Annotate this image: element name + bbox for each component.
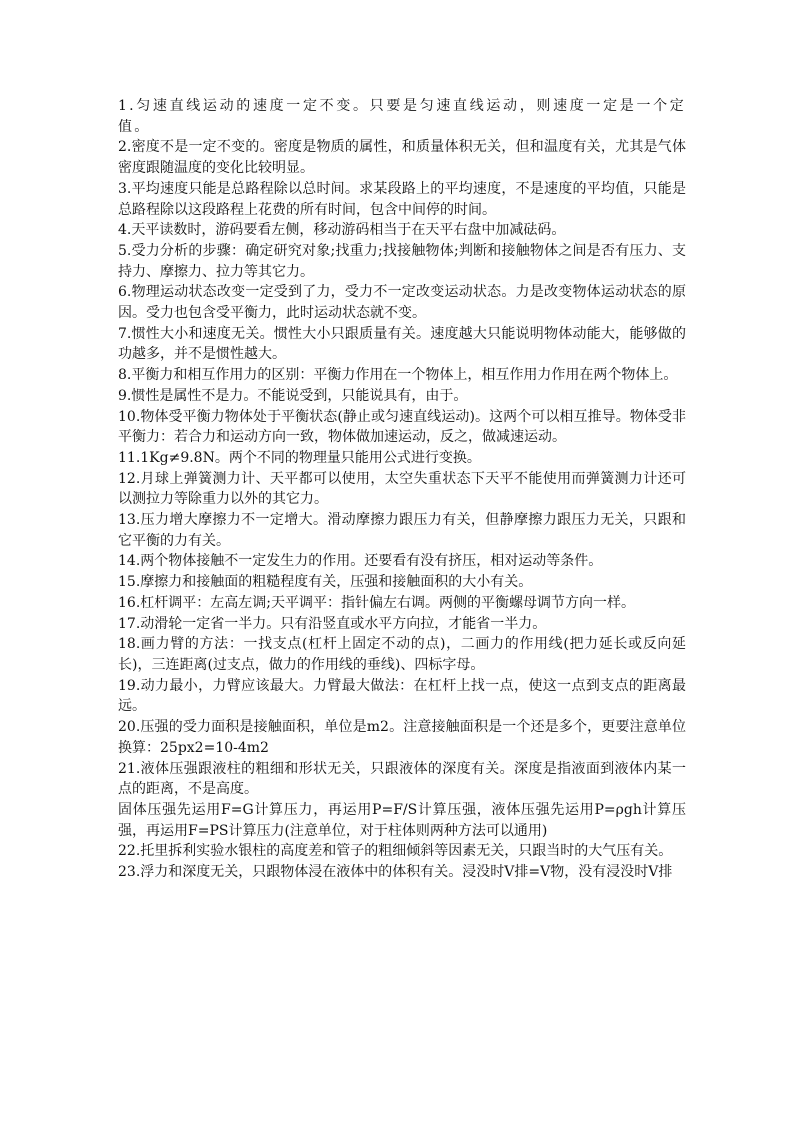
paragraph-13: 13.压力增大摩擦力不一定增大。滑动摩擦力跟压力有关，但静摩擦力跟压力无关，只跟和它平衡的力有关。 [118,512,686,549]
paragraph-15: 15.摩擦力和接触面的粗糙程度有关，压强和接触面积的大小有关。 [118,574,533,591]
paragraph-14: 14.两个物体接触不一定发生力的作用。还要看有没有挤压，相对运动等条件。 [118,553,603,570]
paragraph-21: 21.液体压强跟液柱的粗细和形状无关，只跟液体的深度有关。深度是指液面到液体内某一点的距离，不是高度。 [118,760,686,798]
paragraph-6: 6.物理运动状态改变一定受到了力，受力不一定改变运动状态。力是改变物体运动状态的原因。受力也包含受平衡力，此时运动状态就不变。 [118,284,686,322]
paragraph-19: 19.动力最小，力臂应该最大。力臂最大做法：在杠杆上找一点，使这一点到支点的距离最远。 [118,677,686,715]
paragraph-23: 23.浮力和深度无关，只跟物体浸在液体中的体积有关。浸没时V排=V物，没有浸没时V排 [118,864,673,881]
paragraph-20: 20.压强的受力面积是接触面积，单位是m2。注意接触面积是一个还是多个，更要注意单位换算：25px2=10-4m2 [118,719,686,756]
paragraph-18: 18.画力臂的方法：一找支点(杠杆上固定不动的点)，二画力的作用线(把力延长或反向延长)，三连距离(过支点，做力的作用线的垂线)、四标字母。 [118,636,686,673]
paragraph-22: 22.托里拆利实验水银柱的高度差和管子的粗细倾斜等因素无关，只跟当时的大气压有关。 [118,843,673,860]
paragraph-3: 3.平均速度只能是总路程除以总时间。求某段路上的平均速度，不是速度的平均值，只能是总路程除以这段路程上花费的所有时间，包含中间停的时间。 [118,180,686,218]
paragraph-9: 9.惯性是属性不是力。不能说受到，只能说具有，由于。 [118,387,468,404]
paragraph-7: 7.惯性大小和速度无关。惯性大小只跟质量有关。速度越大只能说明物体动能大，能够做的功越多，并不是惯性越大。 [118,325,686,363]
paragraph-10: 10.物体受平衡力物体处于平衡状态(静止或匀速直线运动)。这两个可以相互推导。物体受非平衡力：若合力和运动方向一致，物体做加速运动，反之，做减速运动。 [118,408,686,446]
paragraph-5: 5.受力分析的步骤：确定研究对象;找重力;找接触物体;判断和接触物体之间是否有压力、支持力、摩擦力、拉力等其它力。 [118,242,686,280]
paragraph-21-continued: 固体压强先运用F=G计算压力，再运用P=F/S计算压强，液体压强先运用P=ρgh计算压强，再运用F=PS计算压力(注意单位，对于柱体则两种方法可以通用) [118,801,686,839]
paragraph-1: 1.匀速直线运动的速度一定不变。只要是匀速直线运动，则速度一定是一个定值。 [118,98,686,135]
document-page [118,96,686,883]
paragraph-11: 11.1Kg≠9.8N。两个不同的物理量只能用公式进行变换。 [118,449,481,466]
paragraph-16: 16.杠杆调平：左高左调;天平调平：指针偏左右调。两侧的平衡螺母调节方向一样。 [118,594,635,611]
paragraph-8: 8.平衡力和相互作用力的区别：平衡力作用在一个物体上，相互作用力作用在两个物体上。 [118,367,678,384]
paragraph-12: 12.月球上弹簧测力计、天平都可以使用，太空失重状态下天平不能使用而弹簧测力计还可以测拉力等除重力以外的其它力。 [118,470,686,508]
paragraph-17: 17.动滑轮一定省一半力。只有沿竖直或水平方向拉，才能省一半力。 [118,615,547,632]
paragraph-2: 2.密度不是一定不变的。密度是物质的属性，和质量体积无关，但和温度有关，尤其是气体密度跟随温度的变化比较明显。 [118,139,686,177]
paragraph-4: 4.天平读数时，游码要看左侧，移动游码相当于在天平右盘中加减砝码。 [118,222,566,239]
